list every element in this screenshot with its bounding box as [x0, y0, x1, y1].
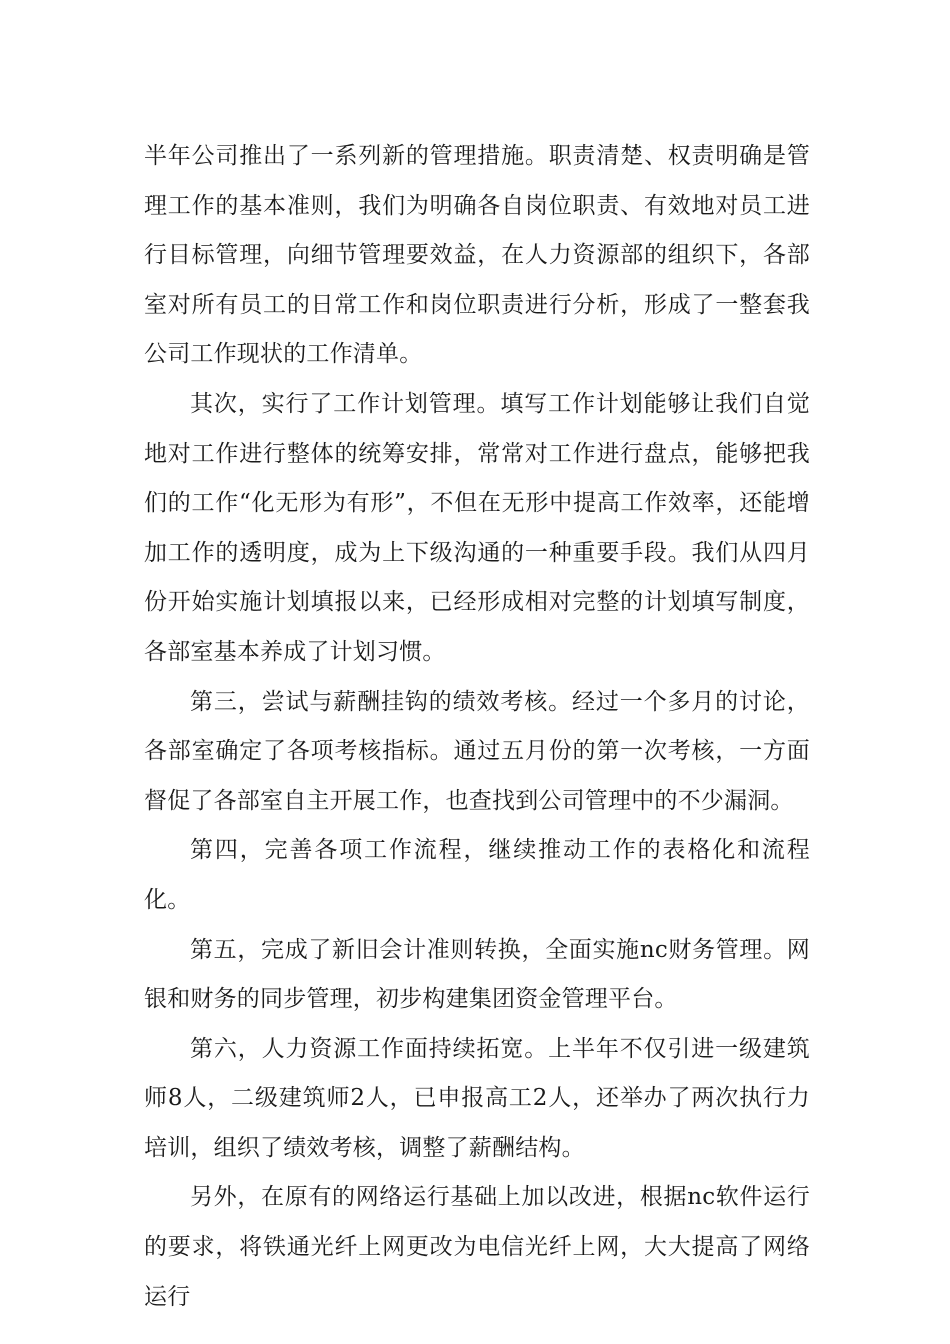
paragraph-network-improvement: 另外，在原有的网络运行基础上加以改进，根据nc软件运行的要求，将铁通光纤上网更改为电信光纤上网，大大提高了网络运行 — [144, 1184, 810, 1310]
paragraph-work-plan-management: 其次，实行了工作计划管理。填写工作计划能够让我们自觉地对工作进行整体的统筹安排，常常对工作进行盘点，能够把我们的工作“化无形为有形”，不但在无形中提高工作效率，还能增加工作的透明度，成为上下级沟通的一种重要手段。我们从四月份开始实施计划填报以来，已经形成相对完整的计划填写制度，各部室基本养成了计划习惯。 — [144, 390, 810, 665]
document-body — [144, 132, 810, 1322]
paragraph-accounting-conversion: 第五，完成了新旧会计准则转换，全面实施nc财务管理。网银和财务的同步管理，初步构建集团资金管理平台。 — [144, 936, 810, 1013]
paragraph-performance-appraisal: 第三，尝试与薪酬挂钩的绩效考核。经过一个多月的讨论，各部室确定了各项考核指标。通过五月份的第一次考核，一方面督促了各部室自主开展工作，也查找到公司管理中的不少漏洞。 — [144, 688, 810, 814]
paragraph-workflow-improvement: 第四，完善各项工作流程，继续推动工作的表格化和流程化。 — [144, 837, 810, 913]
paragraph-human-resources: 第六，人力资源工作面持续拓宽。上半年不仅引进一级建筑师8人，二级建筑师2人，已申报高工2人，还举办了两次执行力培训，组织了绩效考核，调整了薪酬结构。 — [144, 1035, 810, 1161]
paragraph-management-measures: 半年公司推出了一系列新的管理措施。职责清楚、权责明确是管理工作的基本准则，我们为明确各自岗位职责、有效地对员工进行目标管理，向细节管理要效益，在人力资源部的组织下，各部室对所有员工的日常工作和岗位职责进行分析，形成了一整套我公司工作现状的工作清单。 — [144, 143, 810, 368]
